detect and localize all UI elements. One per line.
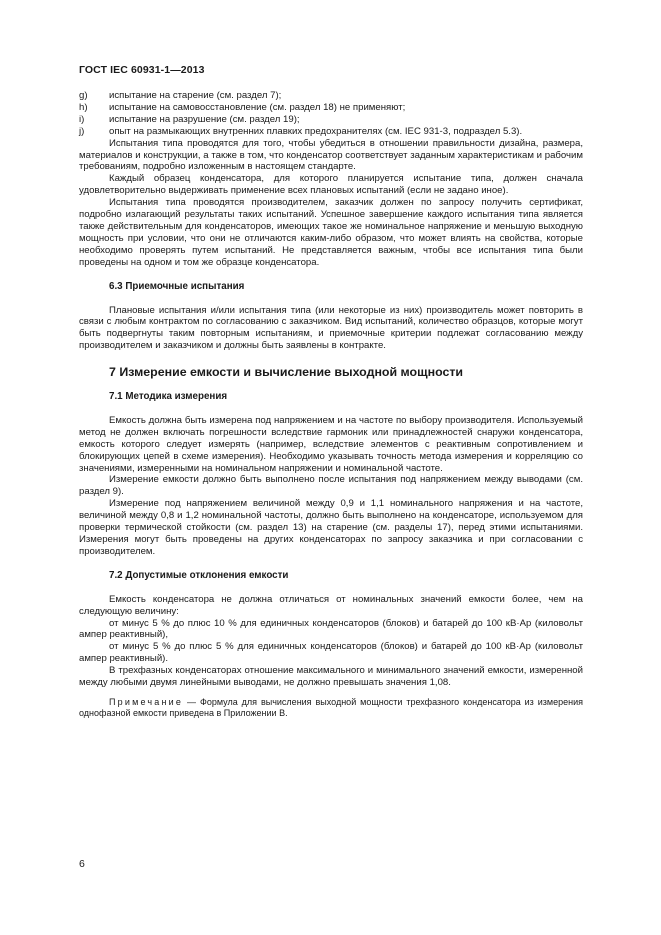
section-heading-7-2: 7.2 Допустимые отклонения емкости [109, 569, 289, 581]
page-body [79, 90, 583, 720]
paragraph: Каждый образец конденсатора, для которого планируется испытание типа, должен сначала удовлетворительно выдерживать применение всех плановых испытаний (если не задано иное). [79, 173, 583, 197]
list-marker: i) [79, 113, 85, 125]
list-item [79, 90, 583, 102]
paragraph: Емкость конденсатора не должна отличаться от номинальных значений емкости более, чем на следующую величину: [79, 593, 583, 617]
paragraph: от минус 5 % до плюс 10 % для единичных конденсаторов (блоков) и батарей до 100 кВ·Ар (киловольт ампер реактивный), [79, 617, 583, 641]
list-marker: g) [79, 90, 88, 101]
list-item [79, 114, 583, 126]
paragraph: Испытания типа проводятся производителем, заказчик должен по запросу получить сертификат, подробно излагающий результаты таких испытаний. Успешное завершение каждого испытания типа является также действительным для конденсаторов, имеющих такое же номинальное напряжение и меньшую выходную мощность при условии, что они не отличаются каким-либо образом, что может влиять на свойства, которые необходимо проверять путем испытаний. Не представляется важным, чтобы все испытания типа были проведены на одном и том же образце конденсатора. [79, 197, 583, 268]
paragraph: В трехфазных конденсаторах отношение максимального и минимального значений емкости, измеренной между любыми двумя линейными выводами, не должно превышать значения 1,08. [79, 665, 583, 689]
note-label: Примечание [109, 696, 184, 707]
list-text: испытание на разрушение (см. раздел 19); [109, 113, 300, 125]
list-text: испытание на старение (см. раздел 7); [109, 90, 282, 101]
section-heading-7-1: 7.1 Методика измерения [109, 391, 228, 403]
page-number: 6 [79, 858, 85, 870]
note-text: — Формула для вычисления выходной мощности трехфазного конденсатора из измерения однофазной емкости приведена в Приложении В. [79, 696, 583, 719]
paragraph: Плановые испытания и/или испытания типа (или некоторые из них) производитель может повторить в связи с любым контрактом по согласованию с заказчиком. Вид испытаний, количество образцов, которые могут быть подвергнуты таким повторным испытаниям, и приемочные критерии подлежат согласованию между производителем и заказчиком и должны быть заявлены в контракте. [79, 304, 583, 352]
list-item [79, 126, 583, 138]
list-item [79, 102, 583, 114]
paragraph: Измерение емкости должно быть выполнено после испытания под напряжением между выводами (см. раздел 9). [79, 474, 583, 498]
list-marker: h) [79, 101, 88, 113]
section-heading-7: 7 Измерение емкости и вычисление выходной мощности [109, 365, 464, 380]
paragraph: от минус 5 % до плюс 5 % для единичных конденсаторов (блоков) и батарей до 100 кВ·Ар (киловольт ампер реактивный). [79, 641, 583, 665]
list-text: испытание на самовосстановление (см. раздел 18) не применяют; [109, 101, 406, 113]
standard-designation: ГОСТ IEC 60931-1—2013 [79, 64, 205, 76]
paragraph: Измерение под напряжением величиной между 0,9 и 1,1 номинального напряжения и на частоте, величиной между 0,8 и 1,2 номинальной частоты, должно быть выполнено на конденсаторе, используемом для проверки термической стойкости (см. раздел 13) на старение (см. разделы 17), перед этими испытаниями. Измерения могут быть проведены на других конденсаторах по запросу заказчика и при согласовании с производителем. [79, 498, 583, 557]
note [79, 697, 583, 720]
paragraph: Емкость должна быть измерена под напряжением и на частоте по выбору производителя. Используемый метод не должен включать погрешности вследствие гармоник или принадлежностей снаружи конденсатора, емкость которого следует измерять (например, вследствие элементов с реактивным сопротивлением и блокирующих цепей в схеме измерения). Необходимо указывать точность метода измерения и корреляцию со значениями, измеренными на номинальном напряжении и номинальной частоте. [79, 414, 583, 474]
section-heading-6-3: 6.3 Приемочные испытания [109, 280, 245, 292]
list-marker: j) [79, 125, 85, 137]
paragraph: Испытания типа проводятся для того, чтобы убедиться в отношении правильности дизайна, размера, материалов и конструкции, а также в том, что конденсатор соответствует заданным характеристикам и рабочим требованиям, подробно изложенным в настоящем стандарте. [79, 137, 583, 173]
list-text: опыт на размыкающих внутренних плавких предохранителях (см. IEC 931-3, подраздел 5.3). [109, 125, 523, 137]
